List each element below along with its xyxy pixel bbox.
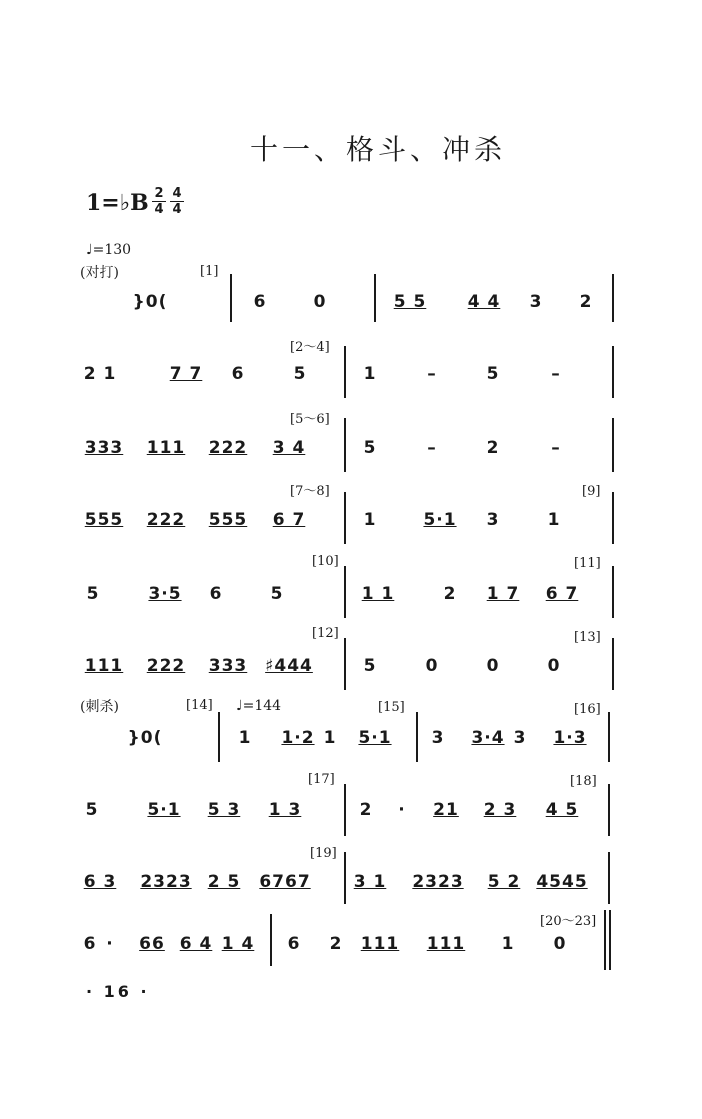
barline <box>344 492 346 544</box>
note-token: 1 3 <box>268 800 302 820</box>
note-token: – <box>551 364 561 384</box>
measure-number: [16] <box>574 702 601 717</box>
note-token: 222 <box>146 510 186 530</box>
note-token: 3 4 <box>272 438 306 458</box>
note-token: 1 1 <box>361 584 395 604</box>
barline <box>612 346 614 398</box>
barline <box>344 784 346 836</box>
barline <box>608 784 610 836</box>
barline <box>218 712 220 762</box>
time-signature-2-4 <box>152 186 166 217</box>
measure-number: [10] <box>312 554 339 569</box>
section-label: (刺杀) <box>80 699 119 715</box>
note-token: 6 <box>253 292 267 312</box>
barline <box>344 566 346 618</box>
section-label: (对打) <box>80 265 119 281</box>
note-token: 2323 <box>412 872 464 892</box>
note-token: }0( <box>127 728 163 748</box>
measure-number: [15] <box>378 700 405 715</box>
note-token: · <box>106 934 114 954</box>
measure-number: [11] <box>574 556 601 571</box>
note-token: 555 <box>208 510 248 530</box>
note-token: 0 <box>425 656 439 676</box>
measure-number: [13] <box>574 630 601 645</box>
note-token: 3 <box>486 510 500 530</box>
tempo-marking: ♩=130 <box>86 242 132 258</box>
time-signature-4-4 <box>170 186 184 217</box>
meter-bottom: 4 <box>154 202 164 217</box>
barline <box>270 914 272 966</box>
note-token: 2 1 <box>83 364 117 384</box>
note-token: 1·2 <box>281 728 315 748</box>
note-token: 333 <box>208 656 248 676</box>
note-token: 3 <box>431 728 445 748</box>
measure-number: [20～23] <box>540 914 597 929</box>
note-token: 0 <box>547 656 561 676</box>
note-token: 6 <box>209 584 223 604</box>
note-token: 2323 <box>140 872 192 892</box>
measure-number: [12] <box>312 626 339 641</box>
measure-number: [19] <box>310 846 337 861</box>
barline <box>344 346 346 398</box>
barline <box>612 418 614 472</box>
barline <box>344 852 346 904</box>
measure-number: [18] <box>570 774 597 789</box>
measure-number: [2～4] <box>290 340 330 355</box>
note-token: 5 <box>270 584 284 604</box>
note-token: 2 <box>329 934 343 954</box>
note-token: – <box>551 438 561 458</box>
note-token: 1 7 <box>486 584 520 604</box>
barline <box>612 566 614 618</box>
barline <box>230 274 232 322</box>
note-token: 3·4 <box>471 728 505 748</box>
note-token: 2 5 <box>207 872 241 892</box>
barline <box>612 492 614 544</box>
meter-top: 2 <box>152 186 166 202</box>
key-signature: 1=♭B <box>86 190 149 216</box>
barline <box>416 712 418 762</box>
barline <box>344 638 346 690</box>
note-token: 1 <box>363 510 377 530</box>
note-token: 5·1 <box>423 510 457 530</box>
note-token: 4 5 <box>545 800 579 820</box>
measure-number: [14] <box>186 698 213 713</box>
meter-top: 4 <box>170 186 184 202</box>
note-token: 2 3 <box>483 800 517 820</box>
note-token: 5 5 <box>393 292 427 312</box>
note-token: 1 <box>238 728 252 748</box>
note-token: – <box>427 438 437 458</box>
note-token: 5 2 <box>487 872 521 892</box>
page-title: 十一、格斗、冲杀 <box>250 133 507 166</box>
note-token: 3 <box>513 728 527 748</box>
note-token: 333 <box>84 438 124 458</box>
note-token: 6 7 <box>545 584 579 604</box>
note-token: · <box>398 800 406 820</box>
note-token: 5 <box>363 656 377 676</box>
note-token: 5 <box>486 364 500 384</box>
meter-bottom: 4 <box>172 202 182 217</box>
note-token: 6 3 <box>83 872 117 892</box>
measure-number: [17] <box>308 772 335 787</box>
measure-number: [7～8] <box>290 484 330 499</box>
note-token: – <box>427 364 437 384</box>
note-token: 6 7 <box>272 510 306 530</box>
note-token: 2 <box>579 292 593 312</box>
note-token: 6 <box>287 934 301 954</box>
note-token: 5·1 <box>147 800 181 820</box>
note-token: 2 <box>443 584 457 604</box>
note-token: 1 <box>501 934 515 954</box>
note-token: 111 <box>426 934 466 954</box>
measure-number: [1] <box>200 264 219 279</box>
note-token: ♯444 <box>265 656 313 676</box>
note-token: 21 <box>433 800 459 820</box>
final-barline <box>604 910 606 970</box>
note-token: 2 <box>486 438 500 458</box>
note-token: 111 <box>84 656 124 676</box>
note-token: 1 4 <box>221 934 255 954</box>
page-number: · 16 · <box>86 982 150 1001</box>
note-token: 6 <box>231 364 245 384</box>
note-token: 0 <box>553 934 567 954</box>
note-token: 5 3 <box>207 800 241 820</box>
note-token: 3 1 <box>353 872 387 892</box>
note-token: 1 <box>363 364 377 384</box>
note-token: 222 <box>146 656 186 676</box>
barline <box>344 418 346 472</box>
tempo-marking: ♩=144 <box>236 698 282 714</box>
note-token: 5 <box>293 364 307 384</box>
note-token: 5 <box>86 584 100 604</box>
note-token: 1 <box>323 728 337 748</box>
measure-number: [5～6] <box>290 412 330 427</box>
barline <box>612 638 614 690</box>
measure-number: [9] <box>582 484 601 499</box>
note-token: 6 4 <box>179 934 213 954</box>
note-token: 111 <box>146 438 186 458</box>
note-token: 0 <box>313 292 327 312</box>
note-token: 0 <box>486 656 500 676</box>
note-token: 111 <box>360 934 400 954</box>
note-token: }0( <box>132 292 168 312</box>
barline <box>612 274 614 322</box>
note-token: 4545 <box>536 872 588 892</box>
barline <box>608 852 610 904</box>
note-token: 2 <box>359 800 373 820</box>
note-token: 6767 <box>259 872 311 892</box>
barline <box>608 712 610 762</box>
note-token: 5 <box>85 800 99 820</box>
note-token: 3 <box>529 292 543 312</box>
note-token: 6 <box>83 934 97 954</box>
note-token: 1 <box>547 510 561 530</box>
note-token: 66 <box>139 934 165 954</box>
note-token: 3·5 <box>148 584 182 604</box>
note-token: 4 4 <box>467 292 501 312</box>
barline <box>374 274 376 322</box>
note-token: 1·3 <box>553 728 587 748</box>
note-token: 555 <box>84 510 124 530</box>
note-token: 5·1 <box>358 728 392 748</box>
note-token: 222 <box>208 438 248 458</box>
note-token: 7 7 <box>169 364 203 384</box>
note-token: 5 <box>363 438 377 458</box>
